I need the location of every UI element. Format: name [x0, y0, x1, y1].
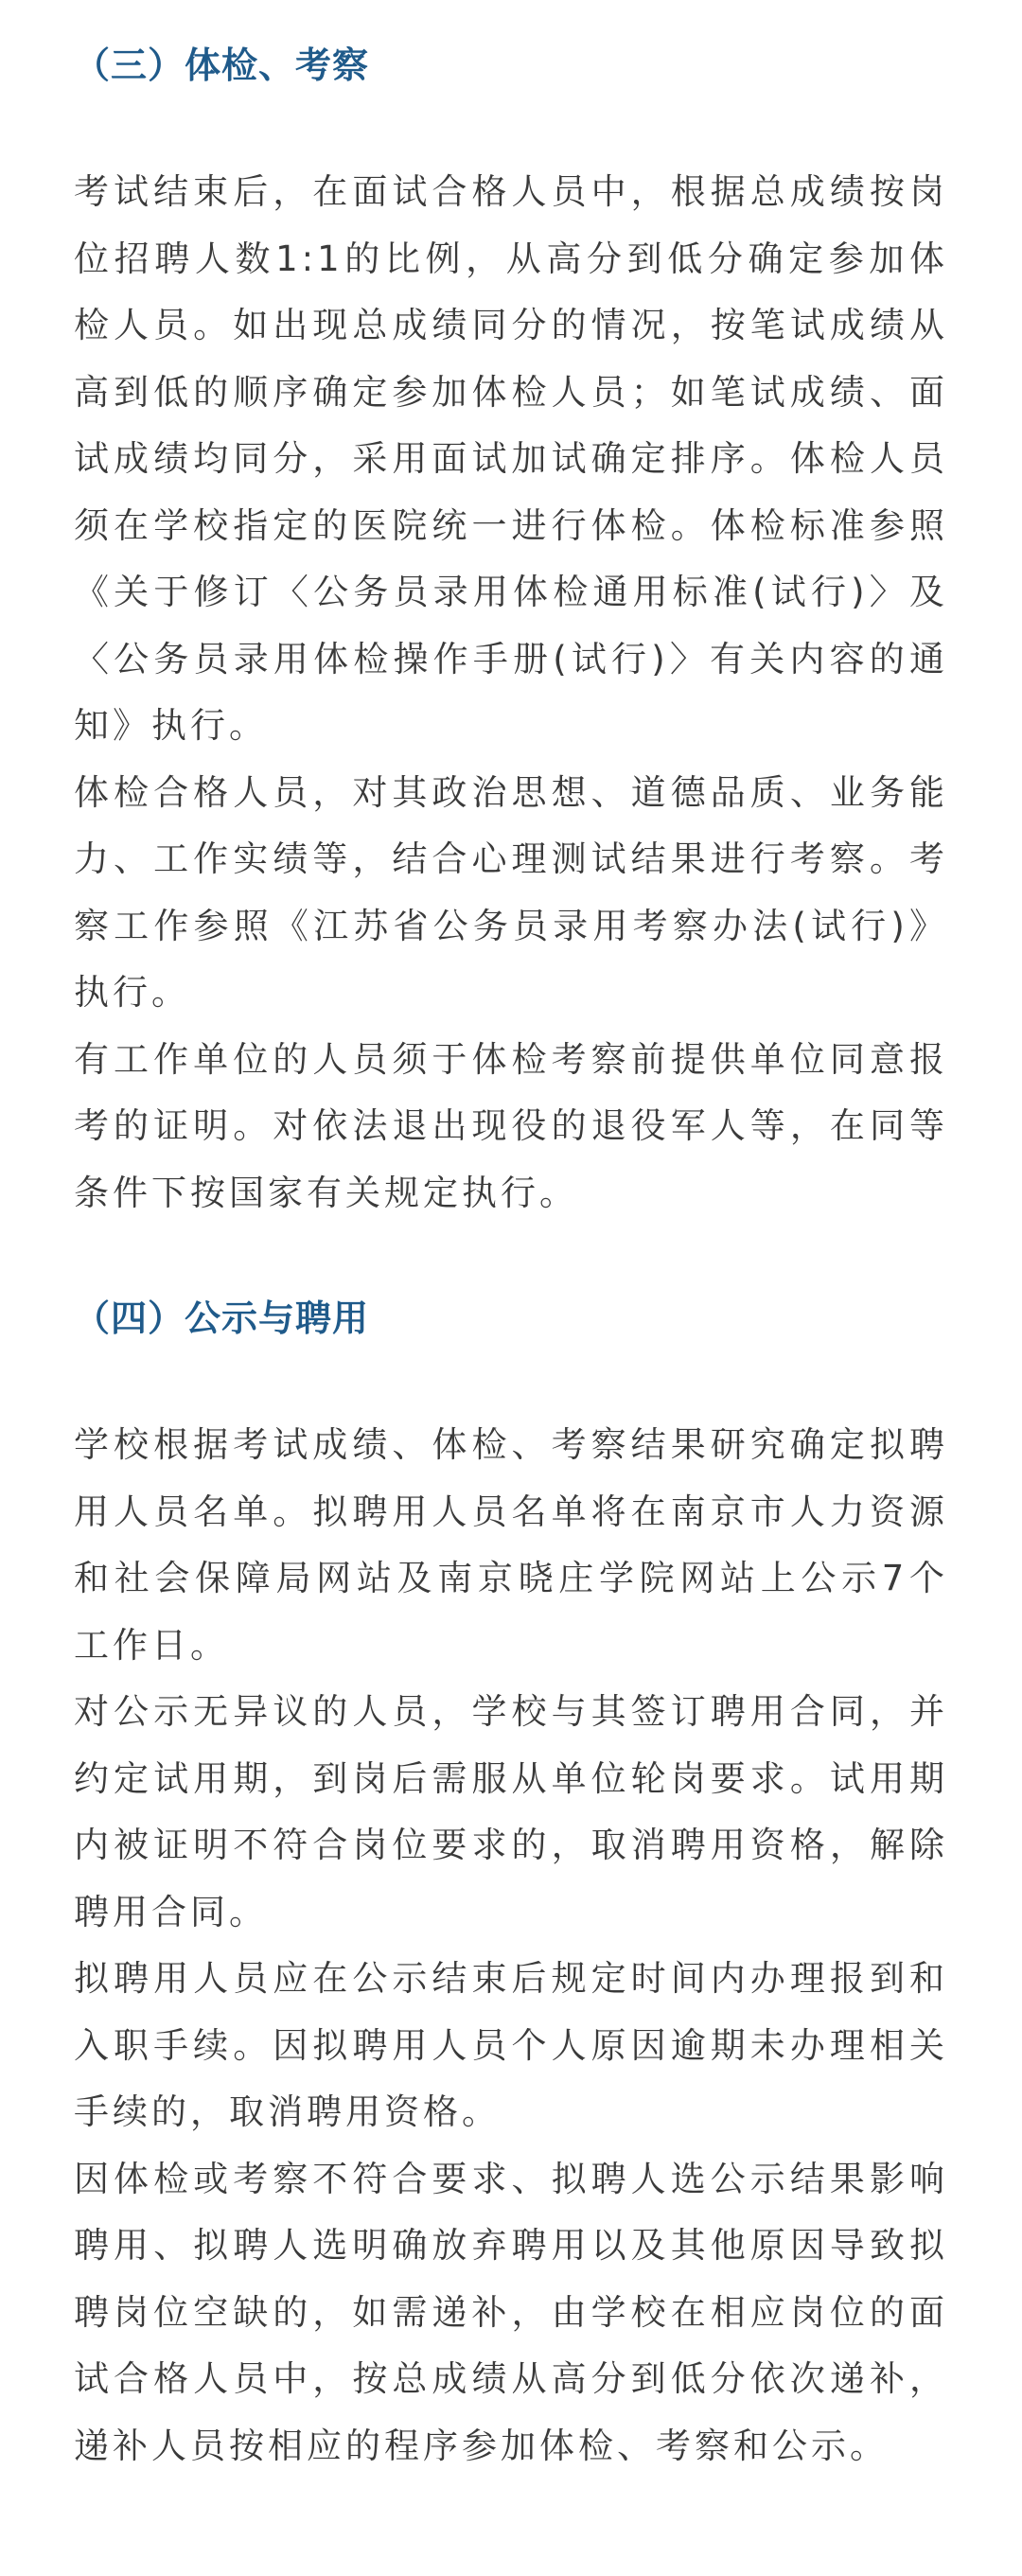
section-4-heading: （四）公示与聘用 — [74, 1297, 370, 1339]
section-3-body — [74, 159, 948, 1226]
section-3-heading: （三）体检、考察 — [74, 44, 370, 86]
section-3-paragraph-2: 体检合格人员，对其政治思想、道德品质、业务能力、工作实绩等，结合心理测试结果进行考察。考察工作参照《江苏省公务员录用考察办法(试行)》执行。 — [74, 771, 948, 1013]
section-4-paragraph-2: 对公示无异议的人员，学校与其签订聘用合同，并约定试用期，到岗后需服从单位轮岗要求。试用期内被证明不符合岗位要求的，取消聘用资格，解除聘用合同。 — [74, 1691, 948, 1932]
section-3-paragraph-3: 有工作单位的人员须于体检考察前提供单位同意报考的证明。对依法退出现役的退役军人等，在同等条件下按国家有关规定执行。 — [74, 1038, 948, 1213]
section-4-paragraph-3: 拟聘用人员应在公示结束后规定时间内办理报到和入职手续。因拟聘用人员个人原因逾期未办理相关手续的，取消聘用资格。 — [74, 1958, 948, 2132]
section-4-paragraph-4: 因体检或考察不符合要求、拟聘人选公示结果影响聘用、拟聘人选明确放弃聘用以及其他原因导致拟聘岗位空缺的，如需递补，由学校在相应岗位的面试合格人员中，按总成绩从高分到低分依次递补，递补人员按相应的程序参加体检、考察和公示。 — [74, 2158, 948, 2466]
section-4-body — [74, 1412, 948, 2479]
section-4-paragraph-1: 学校根据考试成绩、体检、考察结果研究确定拟聘用人员名单。拟聘用人员名单将在南京市人力资源和社会保障局网站及南京晓庄学院网站上公示7个工作日。 — [74, 1424, 948, 1666]
section-3-paragraph-1: 考试结束后，在面试合格人员中，根据总成绩按岗位招聘人数1:1的比例，从高分到低分确定参加体检人员。如出现总成绩同分的情况，按笔试成绩从高到低的顺序确定参加体检人员；如笔试成绩、面试成绩均同分，采用面试加试确定排序。体检人员须在学校指定的医院统一进行体检。体检标准参照《关于修订〈公务员录用体检通用标准(试行)〉及〈公务员录用体检操作手册(试行)〉有关内容的通知》执行。 — [74, 171, 948, 746]
